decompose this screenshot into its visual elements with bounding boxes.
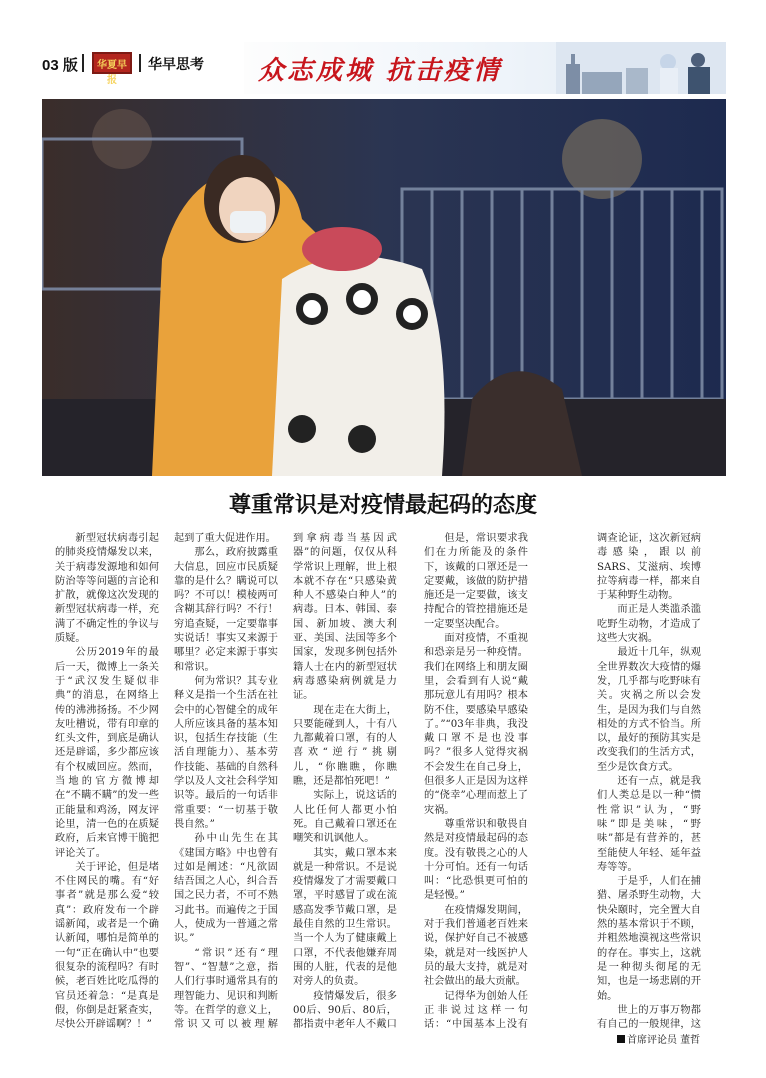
paragraph: 疫情爆发后，很多00后、90后、80后，都指责中老年人不戴口: [293, 990, 397, 1031]
paragraph: 尊重常识和敬畏自然是对疫情最起码的态度。没有敬畏之心的人十分可怕。还有一句话叫：“比恐惧更可怕的是轻慢。”: [424, 818, 528, 902]
author-name: 首席评论员 董哲: [627, 1035, 701, 1046]
header-divider: [139, 54, 141, 72]
article-column-5: [597, 532, 701, 1032]
news-photo-illustration: [42, 99, 726, 476]
paragraph: 到拿病毒当基因武器”的问题，仅仅从科学常识上理解，世上根本就不存在“只感染黄种人不感染白种人”的病毒。日本、韩国、泰国、新加坡、澳大利亚、美国、法国等多个国家，发现多例包括外籍人士在内的新型冠状病毒感染病例就是力证。: [293, 533, 397, 702]
paragraph: 起到了重大促进作用。: [174, 533, 276, 544]
newspaper-logo: [92, 52, 132, 86]
paragraph: 那么，政府披露重大信息，回应市民质疑靠的是什么？瞒说可以吗？不可以！模棱两可含糊其辞行吗？不行！穷追查疑，一定要靠事实说话！事实又来源于哪里？必定来源于事实和常识。: [174, 547, 278, 673]
header-divider: [82, 54, 84, 72]
page-number: 03 版: [42, 57, 78, 74]
article-headline: 尊重常识是对疫情最起码的态度: [228, 493, 537, 518]
paragraph: 记得华为创始人任正非说过这样一句话：“中国基本上没有: [424, 990, 528, 1031]
paragraph: 实际上，说这话的人比任何人都更小怕死。自己戴着口罩还在嘲笑和讥讽他人。: [293, 790, 397, 845]
paragraph: 调查论证，这次新冠病毒感染，跟以前SARS、艾滋病、埃博拉等病毒一样，都来自于某种野生动物。: [597, 533, 701, 602]
article-column-3: [293, 532, 397, 1032]
section-name: 华早思考: [148, 56, 204, 72]
page-header: [42, 42, 726, 94]
paragraph: 世上的万事万物都有自己的一般规律，这: [597, 1004, 701, 1031]
newspaper-logo-text: 华夏早报: [97, 60, 127, 86]
paragraph: 公历2019年的最后一天，微博上一条关于“武汉发生疑似非典”的消息，在网络上传的沸沸扬扬。不少网友吐槽说，带有印章的红头文件，到底是确认还是辟谣，多少都应该有个权威回应。然而，当地的官方微博却在“不瞒不瞒”的发一些正能量和鸡汤，网友评论里，清一色的在质疑政府，后来官博干脆把评论关了。: [55, 647, 159, 859]
paragraph: 关于评论，但是堵不住网民的嘴。有“好事者”就是那么爱“较真”：政府发布一个辟谣新闻，或者是一个确认新闻，哪怕是简单的一句“正在确认中”也要很复杂的流程吗？有时候，老百姓比吃瓜得的官员还着急：“是真是假，你倒是赶紧查实，尽快公开辟谣啊？！”: [55, 861, 159, 1031]
city-skyline-illustration: [556, 42, 726, 94]
article-column-1: [55, 532, 159, 1032]
paragraph: 还有一点，就是我们人类总是以一种“惯性常识”认为，“野味”即是美味，“野味”都是有营养的，甚至能使人年轻、延年益寿等等。: [597, 776, 701, 873]
paragraph: 面对疫情，不重视和恐亲是另一种疫情。我们在网络上和朋友圈里，会看到有人说“戴那玩意儿有用吗？根本防不住，要感染早感染了。”“03年非典，我没戴口罩不是也没事吗？”很多人觉得灾祸不会发生在自己身上，但很多人正是因为这样的“侥幸”心理而惹上了灾祸。: [424, 633, 528, 816]
paragraph: 在疫情爆发期间，对于我们普通老百姓来说，保护好自己不被感染，就是对一线医护人员的最大支持，就是对社会做出的最大贡献。: [424, 904, 528, 988]
paragraph: 最近十几年，纵观全世界数次大疫情的爆发，几乎都与吃野味有关。灾祸之所以会发生，是因为我们与自然相处的方式不恰当。所以，最好的预防其实是改变我们的生活方式，至少是饮食方式。: [597, 647, 701, 773]
banner-slogan: 众志成城 抗击疫情: [258, 56, 503, 86]
paragraph: “常识”还有“理智”、“智慧”之意，指人们行事时通常具有的理智能力、见识和判断等。在哲学的意义上，常识又可以被理解: [174, 947, 278, 1031]
section-banner: [244, 42, 726, 94]
paragraph: 于是乎，人们在捕猎、屠杀野生动物，大快朵颐时，完全置大自然的基本常识于不顾，并粗然地漠视这些常识的存在。事实上，这就是一种彻头彻尾的无知，也是一场悲剧的开始。: [597, 876, 701, 1002]
news-photo: [42, 99, 726, 476]
square-bullet-icon: [617, 1035, 625, 1043]
paragraph: 其实，戴口罩本来就是一种常识。不是说疫情爆发了才需要戴口罩，平时感冒了或在流感高发季节戴口罩，是最佳自然的卫生常识。当一个人为了健康戴上口罩，不代表他嫌弃周围的人脏，代表的是他对旁人的负责。: [293, 847, 397, 988]
article-column-2: [174, 532, 278, 1032]
article-column-4: [424, 532, 528, 1032]
paragraph: 孙中山先生在其《建国方略》中也曾有过如是阐述：“凡欲固结吾国之人心，纠合吾国之民力者，不可不熟习此书。而遍传之于国人，使成为一普通之常识。”: [174, 833, 278, 945]
paragraph: 但是，常识要求我们在力所能及的条件下，该戴的口罩还是一定要戴，该做的防护措施还是一定要做，该支持配合的管控措施还是一定要坚决配合。: [424, 533, 528, 630]
paragraph: 现在走在大街上，只要能碰到人，十有八九都戴着口罩，有的人喜欢“逆行”挑剔儿，“你瞧瞧，你瞧瞧，还是都怕死吧！”: [293, 704, 397, 788]
author-byline: [617, 1031, 700, 1046]
paragraph: 新型冠状病毒引起的肺炎疫情爆发以来，关于病毒发源地和如何防治等等问题的言论和扩散，就像这次发现的新型冠状病毒一样，充满了不确定性的争议与质疑。: [55, 533, 159, 645]
paragraph: 何为常识？其专业释义是指一个生活在社会中的心智健全的成年人所应该具备的基本知识，包括生存技能（生活自理能力）、基本劳作技能、基础的自然科学以及人文社会科学知识等。最后的一句话非常重要：“一切基于敬畏自然。”: [174, 675, 278, 830]
paragraph: 而正是人类滥杀滥吃野生动物，才造成了这些大灾祸。: [597, 604, 701, 645]
